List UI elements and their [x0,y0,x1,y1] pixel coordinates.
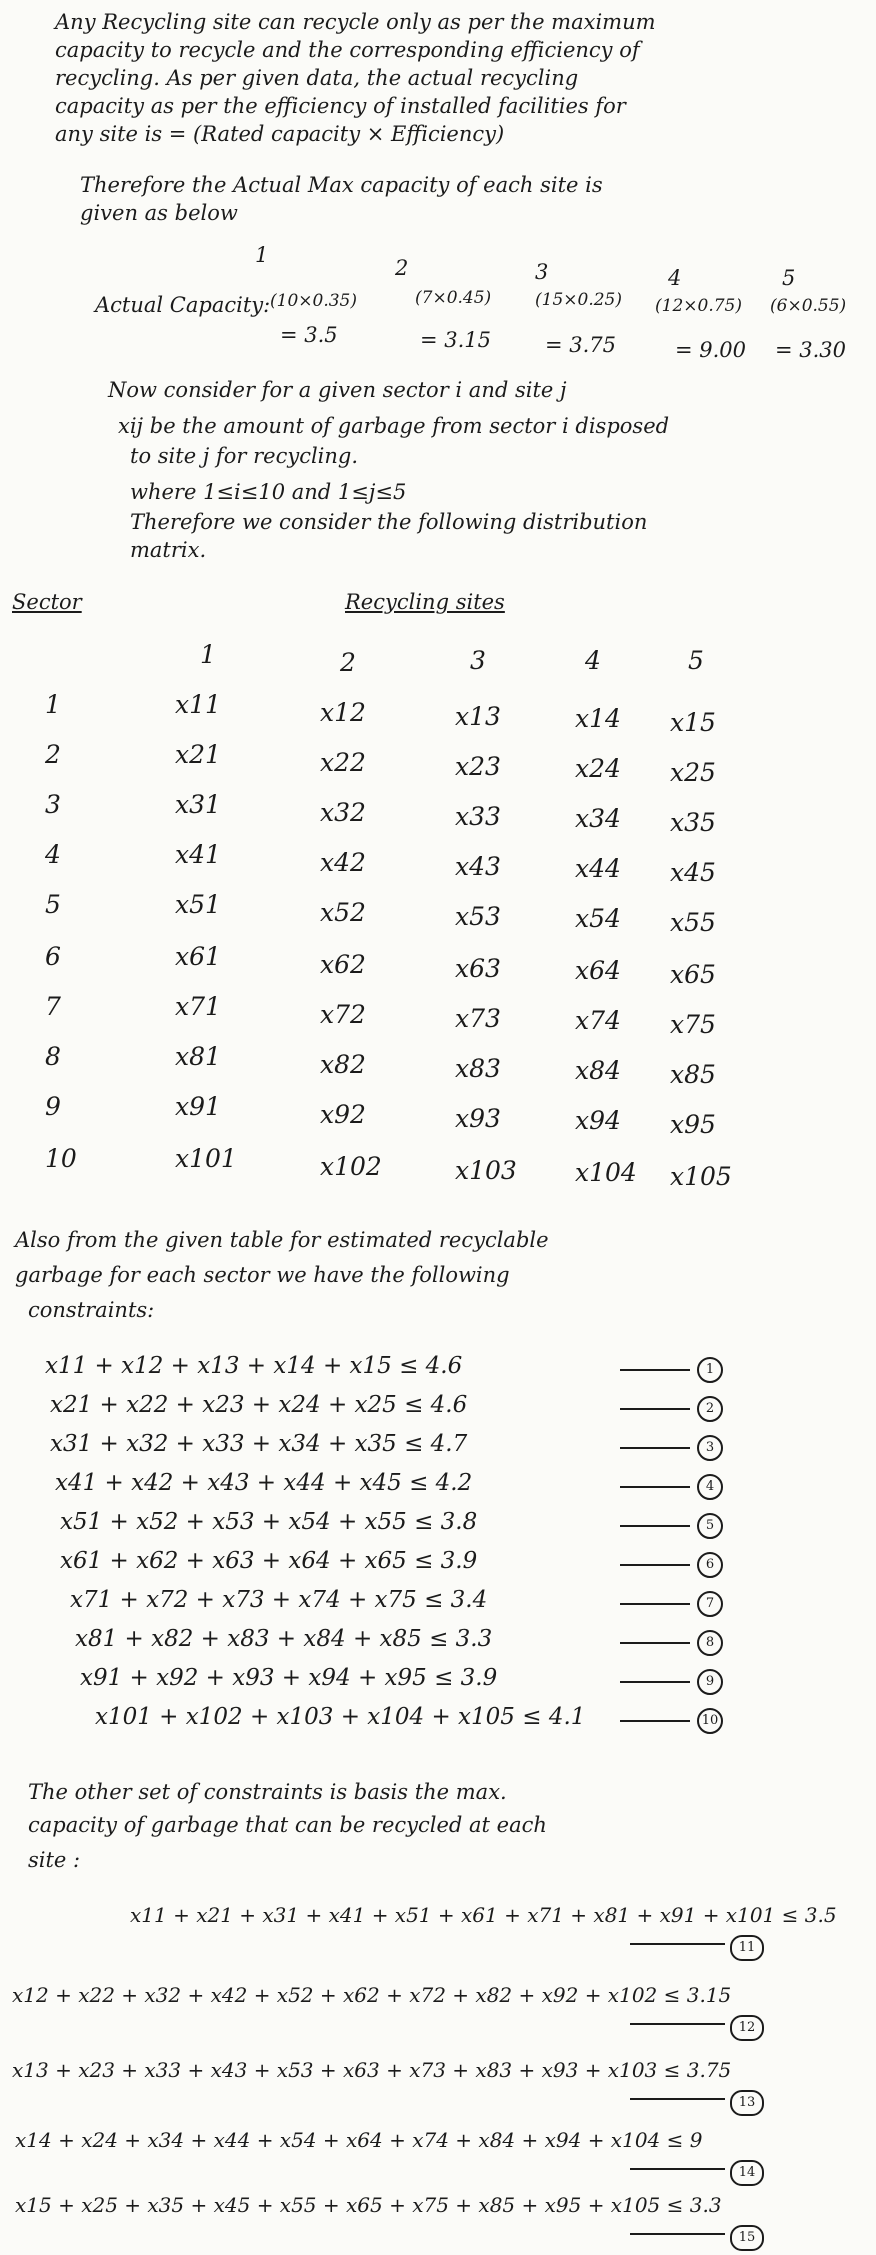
matrix-cell: x21 [175,740,221,769]
matrix-cell: x54 [575,904,621,933]
definition-line: xij be the amount of garbage from sector i disposed [118,414,670,438]
other-text-line: site : [28,1848,81,1872]
matrix-cell: x83 [455,1054,501,1083]
matrix-cell: x74 [575,1006,621,1035]
capacity-result: = 3.75 [545,333,617,357]
matrix-cell: x75 [670,1010,716,1039]
sector-number: 5 [45,890,61,919]
sector-number: 10 [45,1144,77,1173]
definition-line: matrix. [130,538,207,562]
matrix-cell: x34 [575,804,621,833]
capacity-product: (15×0.25) [535,290,622,310]
constraint-expression: x51 + x52 + x53 + x54 + x55 ≤ 3.8 [60,1509,478,1535]
matrix-cell: x53 [455,902,501,931]
sector-number: 2 [45,740,61,769]
column-header: 3 [470,646,486,675]
constraint-number: 3 [697,1435,723,1461]
matrix-cell: x52 [320,898,366,927]
constraint-expression: x13 + x23 + x33 + x43 + x53 + x63 + x73 + x83 + x93 + x103 ≤ 3.75 [12,2058,732,2082]
capacity-result: = 3.15 [420,328,492,352]
constraint-rule-line [620,1408,690,1410]
capacity-product: (12×0.75) [655,296,742,316]
constraint-rule-line [630,2168,725,2170]
capacity-result: = 3.5 [280,323,338,347]
constraint-expression: x11 + x21 + x31 + x41 + x51 + x61 + x71 + x81 + x91 + x101 ≤ 3.5 [130,1903,837,1927]
sector-number: 9 [45,1092,61,1121]
constraint-expression: x12 + x22 + x32 + x42 + x52 + x62 + x72 + x82 + x92 + x102 ≤ 3.15 [12,1983,732,2007]
matrix-cell: x102 [320,1152,382,1181]
constraint-rule-line [620,1681,690,1683]
intro-line: any site is = (Rated capacity × Efficiency) [55,122,505,146]
constraint-number: 9 [697,1669,723,1695]
other-text-line: The other set of constraints is basis the max. [28,1780,507,1804]
column-header: 2 [340,648,356,677]
constraint-number: 2 [697,1396,723,1422]
sector-number: 1 [45,690,61,719]
matrix-cell: x12 [320,698,366,727]
constraint-number: 12 [730,2015,764,2041]
sector-header: Sector [12,590,82,614]
constraint-number: 15 [730,2225,764,2251]
constraint-rule-line [620,1642,690,1644]
constraint-expression: x31 + x32 + x33 + x34 + x35 ≤ 4.7 [50,1431,468,1457]
also-text-line: garbage for each sector we have the following [15,1263,510,1287]
intro-line: recycling. As per given data, the actual recycling [55,66,579,90]
matrix-cell: x15 [670,708,716,737]
constraint-number: 10 [697,1708,723,1734]
constraint-expression: x21 + x22 + x23 + x24 + x25 ≤ 4.6 [50,1392,468,1418]
matrix-cell: x61 [175,942,221,971]
matrix-cell: x91 [175,1092,221,1121]
intro-line: Any Recycling site can recycle only as per the maximum [55,10,656,34]
constraint-number: 6 [697,1552,723,1578]
matrix-cell: x43 [455,852,501,881]
definition-line: Now consider for a given sector i and site j [108,378,567,402]
capacity-product: (10×0.35) [270,291,357,311]
sector-number: 8 [45,1042,61,1071]
other-text-line: capacity of garbage that can be recycled at each [28,1813,547,1837]
capacity-result: = 3.30 [775,338,847,362]
constraint-number: 7 [697,1591,723,1617]
constraint-expression: x61 + x62 + x63 + x64 + x65 ≤ 3.9 [60,1548,478,1574]
matrix-cell: x63 [455,954,501,983]
site-number: 2 [395,256,409,280]
intro-line: capacity as per the efficiency of installed facilities for [55,94,626,118]
matrix-cell: x14 [575,704,621,733]
matrix-cell: x25 [670,758,716,787]
matrix-cell: x42 [320,848,366,877]
matrix-cell: x64 [575,956,621,985]
constraint-expression: x14 + x24 + x34 + x44 + x54 + x64 + x74 + x84 + x94 + x104 ≤ 9 [15,2128,703,2152]
constraint-expression: x41 + x42 + x43 + x44 + x45 ≤ 4.2 [55,1470,473,1496]
matrix-cell: x71 [175,992,221,1021]
matrix-cell: x73 [455,1004,501,1033]
constraint-number: 5 [697,1513,723,1539]
constraint-rule-line [630,2098,725,2100]
matrix-cell: x93 [455,1104,501,1133]
constraint-rule-line [630,2233,725,2235]
constraint-expression: x91 + x92 + x93 + x94 + x95 ≤ 3.9 [80,1665,498,1691]
matrix-cell: x101 [175,1144,237,1173]
matrix-cell: x81 [175,1042,221,1071]
constraint-expression: x81 + x82 + x83 + x84 + x85 ≤ 3.3 [75,1626,493,1652]
matrix-cell: x55 [670,908,716,937]
matrix-cell: x105 [670,1162,732,1191]
constraint-rule-line [620,1447,690,1449]
matrix-cell: x44 [575,854,621,883]
matrix-cell: x94 [575,1106,621,1135]
intro-line: capacity to recycle and the corresponding efficiency of [55,38,640,62]
recycling-sites-header: Recycling sites [345,590,505,614]
constraint-rule-line [620,1564,690,1566]
sector-number: 7 [45,992,61,1021]
matrix-cell: x103 [455,1156,517,1185]
constraint-rule-line [620,1720,690,1722]
also-text-line: Also from the given table for estimated recyclable [15,1228,549,1252]
matrix-cell: x11 [175,690,221,719]
constraint-number: 4 [697,1474,723,1500]
capacity-product: (6×0.55) [770,296,847,316]
matrix-cell: x41 [175,840,221,869]
constraint-number: 13 [730,2090,764,2116]
matrix-cell: x32 [320,798,366,827]
intro-line: given as below [80,201,238,225]
column-header: 5 [688,646,704,675]
site-number: 1 [255,243,269,267]
matrix-cell: x31 [175,790,221,819]
matrix-cell: x82 [320,1050,366,1079]
definition-line: where 1≤i≤10 and 1≤j≤5 [130,480,407,504]
constraint-number: 8 [697,1630,723,1656]
capacity-result: = 9.00 [675,338,747,362]
site-number: 3 [535,260,549,284]
matrix-cell: x62 [320,950,366,979]
matrix-cell: x65 [670,960,716,989]
matrix-cell: x104 [575,1158,637,1187]
constraint-rule-line [630,2023,725,2025]
constraint-number: 1 [697,1357,723,1383]
matrix-cell: x35 [670,808,716,837]
site-number: 4 [668,266,682,290]
capacity-label: Actual Capacity: [95,293,271,317]
matrix-cell: x92 [320,1100,366,1129]
sector-number: 4 [45,840,61,869]
site-number: 5 [782,266,796,290]
column-header: 4 [585,646,601,675]
constraint-rule-line [620,1486,690,1488]
matrix-cell: x72 [320,1000,366,1029]
column-header: 1 [200,640,216,669]
matrix-cell: x85 [670,1060,716,1089]
constraint-rule-line [630,1943,725,1945]
matrix-cell: x23 [455,752,501,781]
constraint-number: 14 [730,2160,764,2186]
capacity-product: (7×0.45) [415,288,492,308]
constraint-rule-line [620,1525,690,1527]
constraint-expression: x71 + x72 + x73 + x74 + x75 ≤ 3.4 [70,1587,488,1613]
matrix-cell: x33 [455,802,501,831]
definition-line: Therefore we consider the following distribution [130,510,648,534]
matrix-cell: x45 [670,858,716,887]
also-text-line: constraints: [28,1298,155,1322]
constraint-expression: x101 + x102 + x103 + x104 + x105 ≤ 4.1 [95,1704,586,1730]
matrix-cell: x95 [670,1110,716,1139]
matrix-cell: x24 [575,754,621,783]
constraint-expression: x11 + x12 + x13 + x14 + x15 ≤ 4.6 [45,1353,463,1379]
definition-line: to site j for recycling. [130,444,359,468]
matrix-cell: x84 [575,1056,621,1085]
constraint-rule-line [620,1603,690,1605]
matrix-cell: x51 [175,890,221,919]
matrix-cell: x13 [455,702,501,731]
constraint-expression: x15 + x25 + x35 + x45 + x55 + x65 + x75 + x85 + x95 + x105 ≤ 3.3 [15,2193,722,2217]
constraint-rule-line [620,1369,690,1371]
matrix-cell: x22 [320,748,366,777]
constraint-number: 11 [730,1935,764,1961]
sector-number: 3 [45,790,61,819]
sector-number: 6 [45,942,61,971]
intro-line: Therefore the Actual Max capacity of each site is [80,173,603,197]
